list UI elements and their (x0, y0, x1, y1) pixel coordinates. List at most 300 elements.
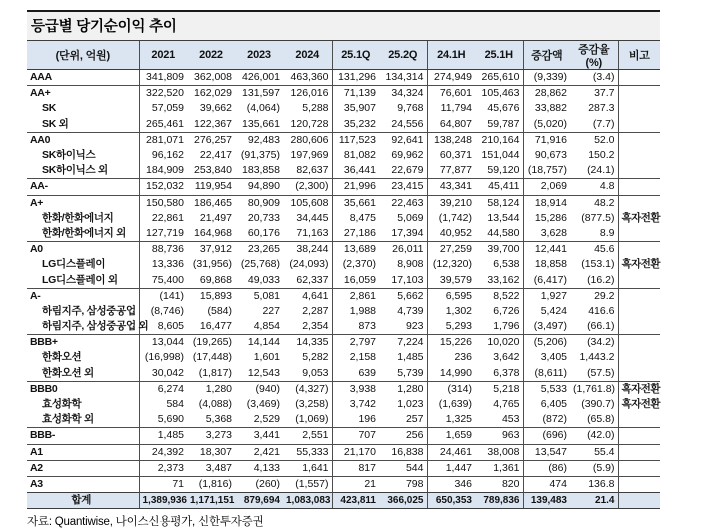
num-cell: 28,862 (523, 86, 570, 102)
num-cell: (25,768) (240, 258, 280, 271)
num-cell: 426,001 (235, 70, 283, 86)
num-cell: 12,441 (523, 242, 570, 258)
row-label: SK 외 (42, 117, 69, 130)
num-cell: 416.6 (588, 304, 615, 317)
num-cell: 77,877 (427, 163, 475, 179)
num-cell: 27,186 (332, 226, 379, 242)
num-cell: 21.4 (570, 493, 618, 509)
num-cell: 71,916 (523, 132, 570, 148)
remark-cell (618, 163, 660, 179)
num-cell: 59,787 (487, 117, 520, 130)
num-cell: 210,164 (475, 132, 523, 148)
num-cell: 69,962 (391, 149, 424, 162)
num-cell: 131,597 (235, 86, 283, 102)
row-label: LG디스플레이 외 (42, 273, 118, 286)
num-cell: 71,139 (332, 86, 379, 102)
num-cell: 13,336 (139, 257, 187, 272)
row-label: AA0 (27, 132, 139, 148)
num-cell: 135,661 (242, 117, 280, 130)
num-cell: 8,475 (332, 211, 379, 226)
num-cell: (153.1) (581, 258, 615, 271)
num-cell: 196 (332, 412, 379, 428)
num-cell: 122,367 (194, 117, 232, 130)
num-cell: 184,909 (139, 163, 187, 179)
num-cell: 24,392 (139, 444, 187, 460)
num-cell: 60,176 (247, 226, 280, 239)
table-row (27, 428, 660, 444)
col-header-25-1h: 25.1H (475, 41, 523, 70)
num-cell: 1,641 (283, 460, 332, 476)
num-cell: 9,053 (302, 366, 329, 379)
num-cell: 127,719 (139, 226, 187, 242)
num-cell: 152,032 (139, 179, 187, 195)
table-row (27, 366, 660, 382)
num-cell: 37,912 (187, 242, 235, 258)
num-cell: (34.2) (570, 335, 618, 351)
num-cell: 21,170 (332, 444, 379, 460)
row-label: BBB0 (27, 381, 139, 397)
num-cell: 39,700 (475, 242, 523, 258)
num-cell: 55,333 (283, 444, 332, 460)
num-cell: (18,757) (523, 163, 570, 179)
num-cell: 2,551 (283, 428, 332, 444)
num-cell: 879,694 (235, 493, 283, 509)
num-cell: (696) (523, 428, 570, 444)
header-row (27, 41, 660, 70)
col-header-2022: 2022 (187, 41, 235, 70)
row-label: BBB+ (27, 335, 139, 351)
num-cell: 789,836 (475, 493, 523, 509)
num-cell: 2,287 (302, 304, 329, 317)
remark-cell (618, 132, 660, 148)
num-cell: 39,579 (427, 272, 475, 288)
num-cell: (940) (235, 381, 283, 397)
num-cell: 138,248 (427, 132, 475, 148)
num-cell: 5,368 (205, 413, 232, 426)
num-cell: (19,265) (187, 335, 235, 351)
num-cell: 150.2 (588, 149, 615, 162)
num-cell: (4,088) (198, 398, 232, 411)
table-row (27, 226, 660, 242)
num-cell: 27,259 (427, 242, 475, 258)
num-cell: 33,882 (523, 101, 570, 116)
remark-cell: 흑자전환 (618, 211, 660, 226)
num-cell: 15,226 (427, 335, 475, 351)
remark-cell (618, 476, 660, 492)
num-cell: 81,082 (332, 148, 379, 163)
num-cell: 1,443.2 (579, 351, 615, 364)
num-cell: 2,421 (235, 444, 283, 460)
num-cell: 3,628 (523, 226, 570, 242)
num-cell: 253,840 (194, 164, 232, 177)
table-row (27, 86, 660, 102)
num-cell: 584 (139, 397, 187, 412)
num-cell: 5,218 (475, 381, 523, 397)
num-cell: 30,042 (139, 366, 187, 382)
num-cell: 1,389,936 (139, 493, 187, 509)
num-cell: (4,064) (246, 102, 280, 115)
num-cell: 45,411 (475, 179, 523, 195)
num-cell: 18,914 (523, 195, 570, 211)
num-cell: 22,417 (199, 149, 232, 162)
remark-cell (618, 304, 660, 319)
table-row (27, 381, 660, 397)
col-header-change-pct: 증감율(%) (570, 41, 618, 70)
num-cell: 150,580 (139, 195, 187, 211)
num-cell: 6,405 (523, 397, 570, 412)
remark-cell (618, 460, 660, 476)
remark-cell (618, 350, 660, 365)
remark-cell (618, 101, 660, 116)
col-header-2021: 2021 (139, 41, 187, 70)
num-cell: 94,890 (235, 179, 283, 195)
num-cell: 38,008 (475, 444, 523, 460)
table-row (27, 179, 660, 195)
num-cell: 6,595 (427, 288, 475, 304)
col-header-change: 증감액 (523, 41, 570, 70)
num-cell: 1,796 (493, 320, 520, 333)
num-cell: (1,761.8) (570, 381, 618, 397)
col-header-25-2q: 25.2Q (379, 41, 427, 70)
num-cell: (6,417) (523, 272, 570, 288)
num-cell: 36,441 (332, 163, 379, 179)
row-label: 하림지주, 삼성중공업 (42, 304, 136, 317)
num-cell: 423,811 (332, 493, 379, 509)
num-cell: (1,817) (198, 366, 232, 379)
remark-cell (618, 70, 660, 86)
num-cell: 75,400 (139, 272, 187, 288)
num-cell: 7,224 (379, 335, 427, 351)
num-cell: 3,487 (187, 460, 235, 476)
num-cell: 45,676 (487, 102, 520, 115)
num-cell: 873 (332, 319, 379, 335)
num-cell: 4,765 (493, 398, 520, 411)
num-cell: 35,232 (332, 117, 379, 133)
table-row (27, 101, 660, 116)
num-cell: 265,610 (475, 70, 523, 86)
row-label: A1 (27, 444, 139, 460)
num-cell: 1,485 (139, 428, 187, 444)
num-cell: (3,497) (523, 319, 570, 335)
num-cell: (584) (207, 304, 232, 317)
num-cell: 60,371 (427, 148, 475, 163)
num-cell: (1,742) (427, 211, 475, 226)
num-cell: 151,044 (481, 149, 520, 162)
num-cell: 5,282 (302, 351, 329, 364)
row-label: A3 (27, 476, 139, 492)
num-cell: 71 (139, 476, 187, 492)
remark-cell: 흑자전환 (618, 397, 660, 412)
num-cell: 227 (262, 304, 280, 317)
num-cell: (31,956) (192, 258, 232, 271)
col-header-2023: 2023 (235, 41, 283, 70)
num-cell: 39,662 (199, 102, 232, 115)
remark-cell (618, 272, 660, 288)
table-row (27, 444, 660, 460)
num-cell: 2,529 (253, 413, 280, 426)
num-cell: 126,016 (283, 86, 332, 102)
num-cell: 10,020 (475, 335, 523, 351)
remark-cell (618, 179, 660, 195)
num-cell: 463,360 (283, 70, 332, 86)
remark-cell (618, 195, 660, 211)
remark-cell (618, 148, 660, 163)
row-label: AAA (27, 70, 139, 86)
table-row (27, 304, 660, 319)
remark-cell: 흑자전환 (618, 381, 660, 397)
num-cell: 4,133 (235, 460, 283, 476)
num-cell: 82,637 (296, 164, 329, 177)
num-cell: 134,314 (379, 70, 427, 86)
num-cell: 3,405 (523, 350, 570, 365)
num-cell: 650,353 (427, 493, 475, 509)
source-note: 자료: Quantiwise, 나이스신용평가, 신한투자증권 (27, 516, 264, 529)
remark-cell (618, 242, 660, 258)
num-cell: 2,373 (139, 460, 187, 476)
num-cell: 280,606 (283, 132, 332, 148)
num-cell: 1,601 (253, 351, 280, 364)
num-cell: 276,257 (187, 132, 235, 148)
row-label: A2 (27, 460, 139, 476)
num-cell: 16,059 (332, 272, 379, 288)
num-cell: 21,996 (332, 179, 379, 195)
num-cell: 105,463 (475, 86, 523, 102)
remark-cell (618, 335, 660, 351)
num-cell: (3,469) (246, 398, 280, 411)
num-cell: (16,998) (139, 350, 187, 365)
num-cell: 105,608 (283, 195, 332, 211)
num-cell: 164,968 (194, 226, 232, 239)
table-row (27, 195, 660, 211)
num-cell: 29.2 (570, 288, 618, 304)
num-cell: 236 (427, 350, 475, 365)
num-cell: 69,868 (199, 273, 232, 286)
table-row (27, 163, 660, 179)
num-cell: 1,280 (187, 381, 235, 397)
num-cell: 16,838 (379, 444, 427, 460)
num-cell: (3.4) (570, 70, 618, 86)
num-cell: 5,293 (427, 319, 475, 335)
remark-cell: 흑자전환 (618, 257, 660, 272)
row-label: 한화/한화에너지 (42, 211, 114, 224)
num-cell: 322,520 (139, 86, 187, 102)
num-cell: (390.7) (581, 398, 615, 411)
num-cell: 8,605 (139, 319, 187, 335)
num-cell: 265,461 (139, 117, 187, 133)
num-cell: 139,483 (523, 493, 570, 509)
num-cell: 76,601 (427, 86, 475, 102)
num-cell: (12,320) (427, 257, 475, 272)
num-cell: (314) (427, 381, 475, 397)
num-cell: 963 (475, 428, 523, 444)
table-row (27, 70, 660, 86)
row-label: 효성화학 (42, 398, 82, 411)
num-cell: 8,522 (475, 288, 523, 304)
num-cell: 37.7 (570, 86, 618, 102)
num-cell: 1,361 (475, 460, 523, 476)
num-cell: 2,354 (302, 320, 329, 333)
num-cell: 80,909 (235, 195, 283, 211)
unit-header-cell: (단위, 억원) (27, 41, 139, 70)
num-cell: 256 (379, 428, 427, 444)
num-cell: (9,339) (523, 70, 570, 86)
table-row (27, 117, 660, 133)
num-cell: 49,033 (247, 273, 280, 286)
num-cell: 798 (379, 476, 427, 492)
num-cell: 5,081 (235, 288, 283, 304)
num-cell: 92,641 (379, 132, 427, 148)
row-label: 한화오션 (42, 351, 82, 364)
remark-cell (618, 319, 660, 335)
num-cell: 48.2 (570, 195, 618, 211)
table-row (27, 350, 660, 365)
num-cell: 20,733 (247, 211, 280, 224)
num-cell: 21 (332, 476, 379, 492)
remark-cell (618, 444, 660, 460)
num-cell: 13,547 (523, 444, 570, 460)
num-cell: 1,023 (397, 398, 424, 411)
num-cell: 5,424 (523, 304, 570, 319)
num-cell: 6,538 (493, 258, 520, 271)
num-cell: 1,325 (427, 412, 475, 428)
num-cell: 274,949 (427, 70, 475, 86)
table-title: 등급별 당기순이익 추이 (27, 10, 660, 41)
num-cell: 8.9 (599, 226, 615, 239)
table-row (27, 211, 660, 226)
num-cell: (65.8) (587, 413, 615, 426)
num-cell: 197,969 (290, 149, 329, 162)
num-cell: 5,533 (523, 381, 570, 397)
table-row (27, 288, 660, 304)
num-cell: 15,286 (523, 211, 570, 226)
num-cell: (57.5) (587, 366, 615, 379)
num-cell: 6,726 (493, 304, 520, 317)
num-cell: 13,044 (139, 335, 187, 351)
table-row (27, 319, 660, 335)
num-cell: 366,025 (379, 493, 427, 509)
num-cell: 33,162 (487, 273, 520, 286)
table-row (27, 148, 660, 163)
num-cell: 16,477 (199, 320, 232, 333)
num-cell: (5.9) (570, 460, 618, 476)
num-cell: 119,954 (187, 179, 235, 195)
row-label: SK하이닉스 외 (42, 164, 108, 177)
num-cell: 96,162 (139, 148, 187, 163)
num-cell: 3,441 (235, 428, 283, 444)
num-cell: 17,394 (391, 226, 424, 239)
num-cell: 23,265 (235, 242, 283, 258)
num-cell: 2,797 (332, 335, 379, 351)
table-row (27, 132, 660, 148)
row-label: BBB- (27, 428, 139, 444)
num-cell: 1,447 (427, 460, 475, 476)
num-cell: 40,952 (427, 226, 475, 242)
num-cell: 1,083,083 (283, 493, 332, 509)
num-cell: 11,794 (427, 101, 475, 116)
num-cell: 131,296 (332, 70, 379, 86)
num-cell: 474 (523, 476, 570, 492)
num-cell: 64,807 (427, 117, 475, 133)
num-cell: 44,580 (487, 226, 520, 239)
num-cell: 162,029 (187, 86, 235, 102)
num-cell: (872) (523, 412, 570, 428)
num-cell: 23,415 (379, 179, 427, 195)
row-label: 하림지주, 삼성중공업 외 (42, 320, 149, 333)
num-cell: 17,103 (391, 273, 424, 286)
num-cell: 14,335 (283, 335, 332, 351)
num-cell: 3,273 (187, 428, 235, 444)
num-cell: 1,988 (332, 304, 379, 319)
num-cell: 62,337 (296, 273, 329, 286)
num-cell: 35,661 (332, 195, 379, 211)
row-label: A0 (27, 242, 139, 258)
num-cell: 39,210 (427, 195, 475, 211)
num-cell: 58,124 (475, 195, 523, 211)
num-cell: 90,673 (523, 148, 570, 163)
num-cell: 5,662 (379, 288, 427, 304)
row-label: 효성화학 외 (42, 413, 94, 426)
num-cell: 6,378 (493, 366, 520, 379)
num-cell: (2,300) (283, 179, 332, 195)
num-cell: 117,523 (332, 132, 379, 148)
num-cell: (260) (235, 476, 283, 492)
table-row (27, 412, 660, 428)
num-cell: (91,375) (240, 149, 280, 162)
table-row (27, 476, 660, 492)
num-cell: (141) (139, 288, 187, 304)
num-cell: 38,244 (283, 242, 332, 258)
num-cell: 5,739 (397, 366, 424, 379)
remark-cell (618, 493, 660, 509)
num-cell: 9,768 (397, 102, 424, 115)
num-cell: 35,907 (332, 101, 379, 116)
num-cell: 71,163 (296, 226, 329, 239)
num-cell: (877.5) (581, 211, 615, 224)
num-cell: 362,008 (187, 70, 235, 86)
num-cell: 24,461 (427, 444, 475, 460)
num-cell: 257 (405, 413, 424, 426)
num-cell: 13,689 (332, 242, 379, 258)
num-cell: (1,639) (427, 397, 475, 412)
num-cell: 707 (332, 428, 379, 444)
num-cell: 1,659 (427, 428, 475, 444)
num-cell: 15,893 (187, 288, 235, 304)
num-cell: 136.8 (570, 476, 618, 492)
num-cell: 21,497 (199, 211, 232, 224)
col-header-24-1h: 24.1H (427, 41, 475, 70)
num-cell: (7.7) (592, 117, 615, 130)
num-cell: 26,011 (379, 242, 427, 258)
num-cell: 12,543 (247, 366, 280, 379)
num-cell: (8,611) (523, 366, 570, 382)
num-cell: 3,642 (493, 351, 520, 364)
table-row (27, 397, 660, 412)
num-cell: 120,728 (290, 117, 329, 130)
remark-cell (618, 412, 660, 428)
num-cell: 1,485 (397, 351, 424, 364)
num-cell: 43,341 (427, 179, 475, 195)
num-cell: 22,463 (379, 195, 427, 211)
num-cell: 14,990 (427, 366, 475, 382)
num-cell: 34,445 (296, 211, 329, 224)
remark-cell (618, 366, 660, 382)
num-cell: 18,307 (187, 444, 235, 460)
num-cell: 3,938 (332, 381, 379, 397)
num-cell: (66.1) (587, 320, 615, 333)
num-cell: 2,861 (332, 288, 379, 304)
num-cell: (86) (523, 460, 570, 476)
num-cell: (8,746) (139, 304, 187, 319)
